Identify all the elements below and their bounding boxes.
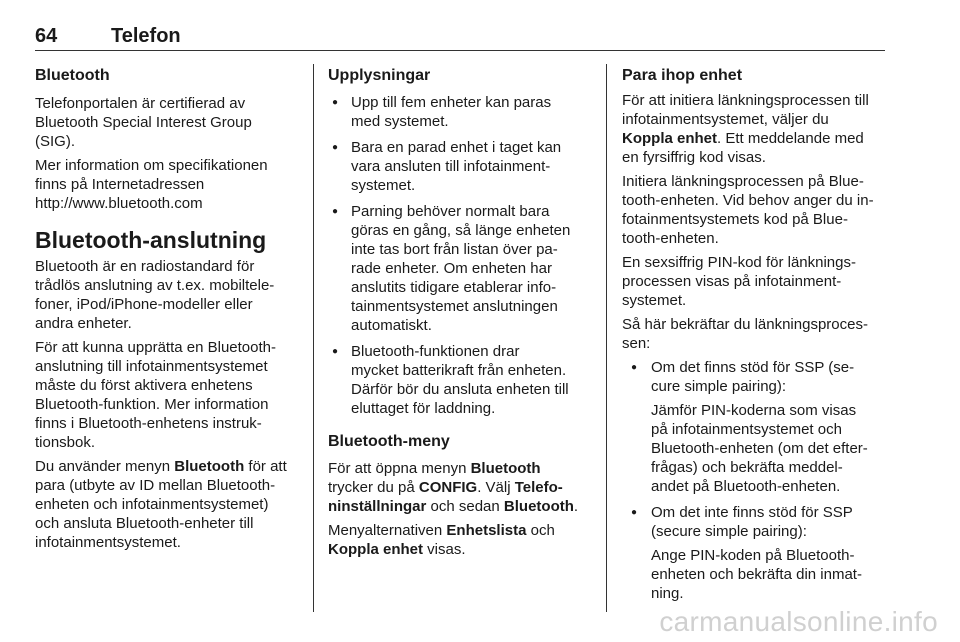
menu-term-enhetslista: Enhetslista (446, 522, 527, 539)
paragraph: Du använder menyn Bluetooth för att para (utbyte av ID mellan Bluetooth- enheten och infotainmentsystemet) och ansluta Bluetooth-enheter till infotainmentsystemet. (35, 458, 287, 551)
bullet-item: ● Om det finns stöd för SSP (se- cure simple pairing): (622, 358, 888, 396)
watermark: carmanualsonline.info (659, 606, 938, 637)
paragraph: Så här bekräftar du länkningsproces- sen: (622, 316, 868, 352)
paragraph: Mer information om specifikationen finns på Internetadressen http://www.bluetooth.com (35, 156, 300, 213)
bullet-item: ● Parning behöver normalt bara göras en gång, så länge enheten inte tas bort från listan över pa- rade enheter. Om enheten har anslutits tidigare etablerar info- tainmentsystemet anslutningen automatiskt. (328, 202, 592, 335)
page-title: Telefon (111, 25, 181, 47)
column-divider (313, 64, 314, 612)
menu-term-telefoninstallningar: ninställningar (328, 498, 427, 515)
paragraph: Bluetooth är en radiostandard för trådlös anslutning av t.ex. mobiltele- foner, iPod/iPhone-modeller eller andra enheter. (35, 258, 275, 332)
heading-bluetooth: Bluetooth (35, 67, 110, 84)
menu-term-koppla-enhet: Koppla enhet (622, 130, 718, 147)
menu-term-bluetooth: Bluetooth (174, 458, 245, 475)
heading-para-ihop-enhet: Para ihop enhet (622, 67, 743, 84)
bullet-item: ● Bluetooth-funktionen drar mycket batterikraft från enheten. Därför bör du ansluta enheten till eluttaget för laddning. (328, 342, 592, 418)
column-left (35, 66, 300, 552)
button-term-config: CONFIG (418, 479, 478, 496)
column-middle (328, 66, 592, 559)
paragraph: För att kunna upprätta en Bluetooth- anslutning till infotainmentsystemet måste du först aktivera enhetens Bluetooth-funktion. Mer information finns i Bluetooth-enhetens instruk- tionsbok. (35, 339, 276, 451)
indented-paragraph: Ange PIN-koden på Bluetooth- enheten och bekräfta din inmat- ning. (651, 547, 862, 602)
paragraph: Initiera länkningsprocessen på Blue- tooth-enheten. Vid behov anger du in- fotainmentsystemets kod på Blue- tooth-enheten. (622, 173, 874, 247)
column-divider (606, 64, 607, 612)
menu-term-bluetooth: Bluetooth (470, 460, 541, 477)
bullet-item: ● Om det inte finns stöd för SSP (secure simple pairing): (622, 503, 888, 541)
paragraph: För att öppna menyn Bluetooth trycker du på CONFIG. Välj Telefo- ninställningar och sedan Bluetooth. (328, 460, 579, 515)
bluetooth-url: http://www.bluetooth.com (35, 195, 203, 212)
heading-upplysningar: Upplysningar (328, 67, 431, 84)
column-right (622, 66, 888, 603)
indented-paragraph: Jämför PIN-koderna som visas på infotainmentsystemet och Bluetooth-enheten (om det efter- frågas) och bekräfta meddel- andet på Bluetooth-enheten. (651, 402, 868, 495)
heading-bluetooth-anslutning: Bluetooth-anslutning (35, 227, 267, 253)
heading-bluetooth-meny: Bluetooth-meny (328, 433, 450, 450)
menu-term-bluetooth: Bluetooth (503, 498, 574, 515)
page-header (35, 22, 885, 51)
paragraph: För att initiera länkningsprocessen till infotainmentsystemet, väljer du Koppla enhet. Ett meddelande med en fyrsiffrig kod visas. (622, 92, 869, 166)
bullet-item: ● Bara en parad enhet i taget kan vara ansluten till infotainment- systemet. (328, 138, 592, 195)
paragraph: Telefonportalen är certifierad av Bluetooth Special Interest Group (SIG). (35, 95, 252, 150)
paragraph: En sexsiffrig PIN-kod för länknings- processen visas på infotainment- systemet. (622, 254, 856, 309)
menu-term-koppla-enhet: Koppla enhet (328, 541, 424, 558)
bullet-item: ● Upp till fem enheter kan paras med systemet. (328, 93, 592, 131)
paragraph: Menyalternativen Enhetslista och Koppla enhet visas. (328, 522, 555, 558)
page-number: 64 (35, 25, 58, 47)
